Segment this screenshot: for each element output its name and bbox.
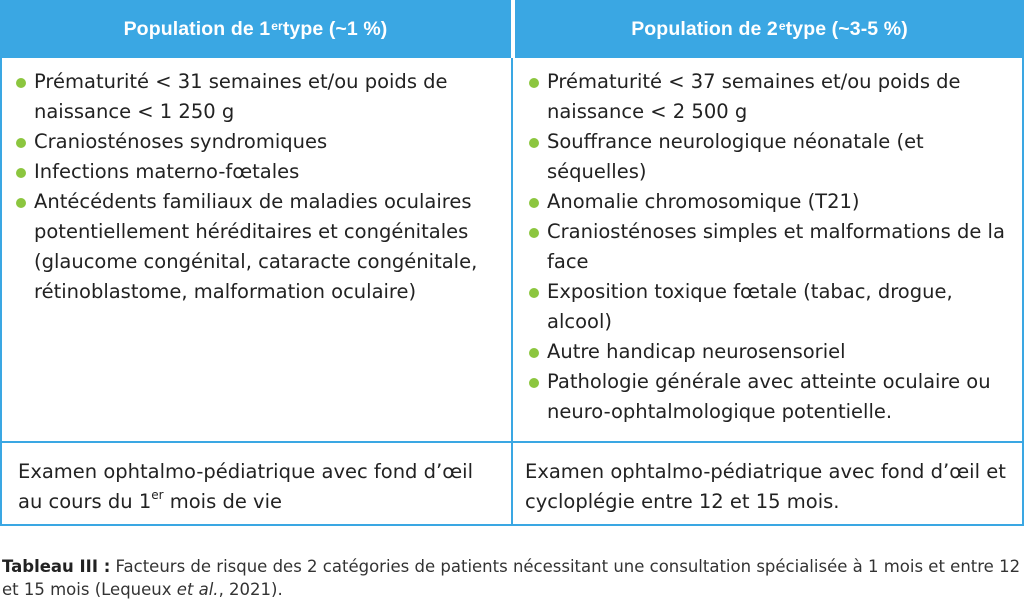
list-item: [529, 337, 1015, 367]
header-population-type-1: Population de 1 $^{er}$ type (~1 %): [0, 0, 511, 58]
bullet-dot-icon: [16, 138, 26, 148]
bullet-dot-icon: [16, 78, 26, 88]
list-item: [529, 367, 1015, 427]
cell-type-1-risk-factors: [0, 58, 513, 443]
header-right-post: type (~3-5 %): [785, 17, 908, 40]
bullet-dot-icon: [529, 348, 539, 358]
cell-type-2-risk-factors: [511, 58, 1024, 443]
caption-end: , 2021).: [218, 580, 283, 599]
list-item-text: Prématurité < 31 semaines et/ou poids de naissance < 1 250 g: [34, 70, 448, 123]
exam-type-2-text: Examen ophtalmo-pédiatrique avec fond d’œil et cycloplégie entre 12 et 15 mois.: [525, 460, 1006, 513]
list-item: [529, 277, 1015, 337]
list-item-text: Anomalie chromosomique (T21): [547, 190, 860, 213]
list-item: [16, 187, 496, 307]
exam-left-pre: Examen ophtalmo-pédiatrique avec fond d’œil au cours du 1: [18, 460, 473, 513]
caption-label: Tableau III :: [2, 557, 111, 576]
list-item-text: Antécédents familiaux de maladies oculaires potentiellement héréditaires et congénitales (glaucome congénital, cataracte congénitale, rétinoblastome, malformation oculaire): [34, 190, 478, 303]
list-item-text: Autre handicap neurosensoriel: [547, 340, 846, 363]
exam-type-1-text: [18, 457, 498, 517]
list-type-2-risk-factors: [529, 67, 1015, 427]
bullet-dot-icon: [529, 378, 539, 388]
header-left-pre: Population de 1: [123, 17, 271, 40]
list-item: [16, 67, 496, 127]
exam-left-post: mois de vie: [163, 490, 282, 513]
list-item-text: Prématurité < 37 semaines et/ou poids de naissance < 2 500 g: [547, 70, 961, 123]
list-item: [16, 127, 496, 157]
list-item: [16, 157, 496, 187]
exam-left-sup: er: [151, 487, 164, 502]
bullet-dot-icon: [16, 198, 26, 208]
list-item-text: Exposition toxique fœtale (tabac, drogue, alcool): [547, 280, 953, 333]
list-item-text: Pathologie générale avec atteinte oculaire ou neuro-ophtalmologique potentielle.: [547, 370, 991, 423]
bullet-dot-icon: [16, 168, 26, 178]
caption-text: Facteurs de risque des 2 catégories de patients nécessitant une consultation spécialisée à 1 mois et entre 12 et 15 mois (Lequeux: [2, 557, 1021, 599]
list-item-text: Souffrance neurologique néonatale (et séquelles): [547, 130, 924, 183]
bullet-dot-icon: [529, 138, 539, 148]
caption-italic: et al.: [176, 580, 219, 599]
header-right-pre: Population de 2: [631, 17, 778, 40]
cell-type-2-exam: [511, 441, 1024, 526]
table-caption: [2, 555, 1022, 601]
header-left-post: type (~1 %): [282, 17, 388, 40]
list-item-text: Craniosténoses syndromiques: [34, 130, 328, 153]
bullet-dot-icon: [529, 228, 539, 238]
list-item: [529, 127, 1015, 187]
cell-type-1-exam: [0, 441, 513, 526]
bullet-dot-icon: [529, 78, 539, 88]
list-item: [529, 217, 1015, 277]
list-item: [529, 187, 1015, 217]
bullet-dot-icon: [529, 288, 539, 298]
header-population-type-2: Population de 2 $^e$ type (~3-5 %): [515, 0, 1024, 58]
list-item-text: Craniosténoses simples et malformations de la face: [547, 220, 1005, 273]
list-item: [529, 67, 1015, 127]
list-type-1-risk-factors: [16, 67, 496, 307]
bullet-dot-icon: [529, 198, 539, 208]
list-item-text: Infections materno-fœtales: [34, 160, 300, 183]
